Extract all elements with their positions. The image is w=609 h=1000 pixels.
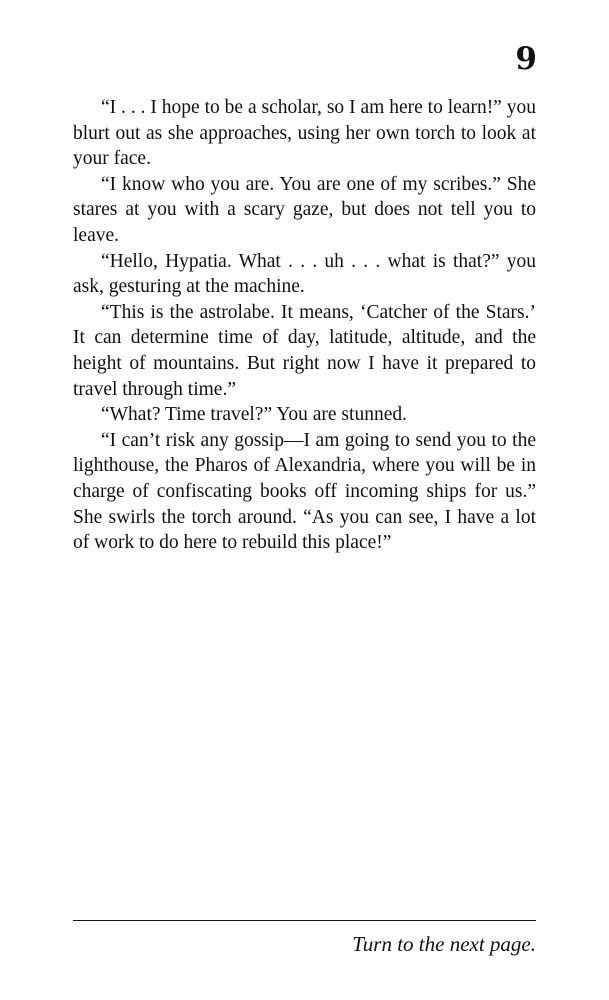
paragraph: “What? Time travel?” You are stunned. xyxy=(101,404,407,426)
footer-divider xyxy=(73,920,536,921)
page-number: 9 xyxy=(515,41,537,77)
body-text xyxy=(73,95,536,556)
paragraph: “I can’t risk any gossip—I am going to send you to the lighthouse, the Pharos of Alexandria, where you will be in charge of confiscating books off incoming ships for us.” She swirls the torch around. “As you can see, I have a lot of work to do here to rebuild this place!” xyxy=(73,429,536,554)
footer-instruction: Turn to the next page. xyxy=(352,932,536,956)
paragraph: “This is the astrolabe. It means, ‘Catcher of the Stars.’ It can determine time of day, latitude, altitude, and the height of mountains. But right now I have it prepared to travel through time.” xyxy=(73,301,536,400)
paragraph: “I . . . I hope to be a scholar, so I am here to learn!” you blurt out as she approaches, using her own torch to look at your face. xyxy=(73,97,536,170)
paragraph: “I know who you are. You are one of my scribes.” She stares at you with a scary gaze, but does not tell you to leave. xyxy=(73,173,536,246)
paragraph: “Hello, Hypatia. What . . . uh . . . what is that?” you ask, gesturing at the machine. xyxy=(73,250,536,298)
